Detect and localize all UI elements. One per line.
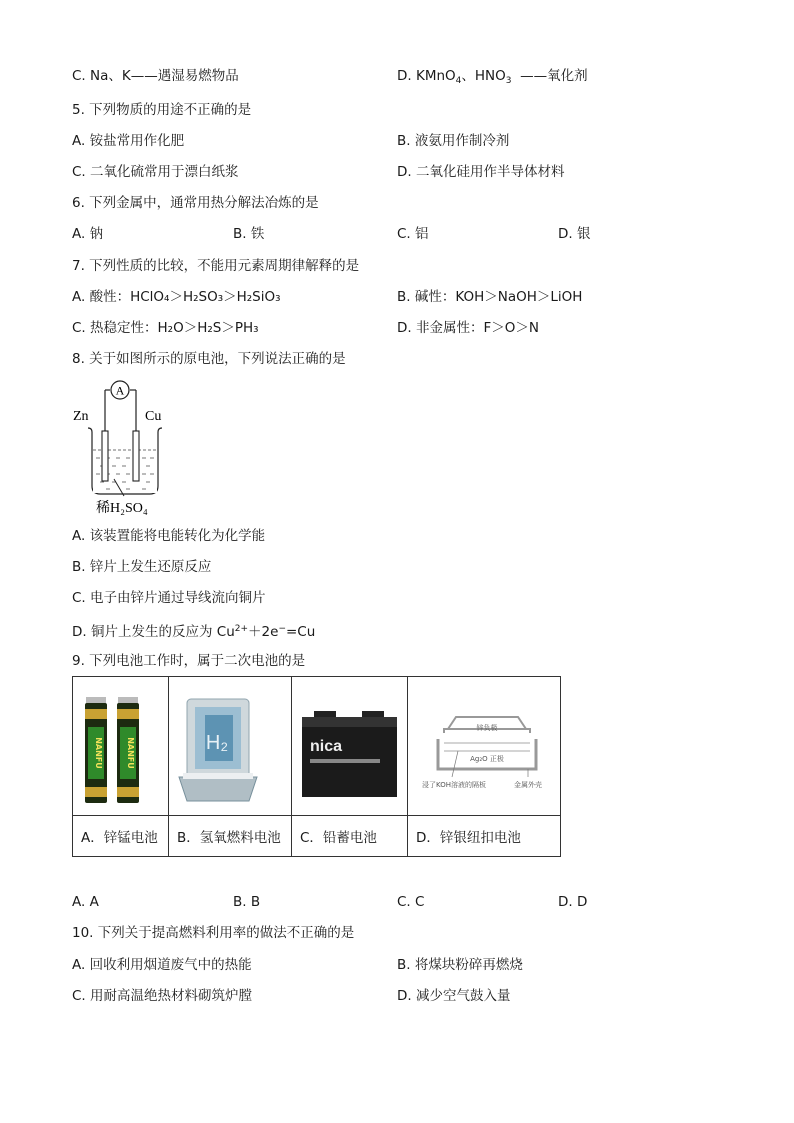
q9-option-a: A. A	[72, 894, 99, 910]
caption-a: A．锌锰电池	[73, 816, 169, 857]
q6-stem: 6. 下列金属中，通常用热分解法冶炼的是	[72, 195, 319, 211]
q9-option-b: B. B	[233, 894, 261, 910]
separator-label: 浸了KOH溶液的隔板	[422, 781, 486, 789]
q8-option-d	[72, 620, 315, 641]
img-cell-c	[292, 677, 408, 816]
q8-stem: 8. 关于如图所示的原电池，下列说法正确的是	[72, 351, 346, 367]
q7-stem: 7. 下列性质的比较，不能用元素周期律解释的是	[72, 258, 360, 274]
q4-option-d	[397, 67, 588, 90]
q9-option-d: D. D	[558, 894, 588, 910]
q7-option-b: B. 碱性：KOH＞NaOH＞LiOH	[397, 289, 583, 305]
solution-label: 稀H₂SO₄	[96, 501, 148, 516]
q5-option-b: B. 液氨用作制冷剂	[397, 133, 510, 149]
galvanic-cell-figure	[70, 376, 180, 520]
lead-acid-battery-image	[292, 677, 407, 811]
q7-option-c: C. 热稳定性：H₂O＞H₂S＞PH₃	[72, 320, 259, 336]
lead-battery-brand: nica	[310, 738, 343, 755]
q8-option-a: A. 该装置能将电能转化为化学能	[72, 528, 266, 544]
q6-option-c: C. 铝	[397, 226, 429, 242]
q9-option-c: C. C	[397, 894, 425, 910]
q8-d-sup: 2+	[234, 624, 249, 634]
ammeter-label: A	[115, 383, 125, 398]
q10-option-b: B. 将煤块粉碎再燃烧	[397, 957, 523, 973]
q6-option-b: B. 铁	[233, 226, 265, 242]
battery-brand-2: NANFU	[126, 737, 135, 769]
q6-option-a: A. 钠	[72, 226, 104, 242]
q4-d-sub2: 3	[505, 76, 512, 86]
q4-d-text2: 、HNO	[461, 68, 506, 84]
caption-c: C．铅蓄电池	[292, 816, 408, 857]
q4-d-text: D. KMnO	[397, 68, 456, 84]
q7-option-d: D. 非金属性：F＞O＞N	[397, 320, 539, 336]
q4-d-text3: ——氧化剂	[520, 68, 588, 84]
q4-d-sub: 4	[455, 76, 462, 86]
zinc-negative-label: 锌负极	[476, 724, 498, 732]
img-cell-a	[73, 677, 169, 816]
q8-d-text: D. 铜片上发生的反应为 Cu	[72, 624, 235, 640]
zinc-manganese-battery-image	[73, 677, 168, 811]
q10-option-a: A. 回收利用烟道废气中的热能	[72, 957, 252, 973]
q5-option-a: A. 铵盐常用作化肥	[72, 133, 185, 149]
caption-d: D．锌银纽扣电池	[408, 816, 561, 857]
q8-option-b: B. 锌片上发生还原反应	[72, 559, 212, 575]
q8-d-text2: ＋2e	[248, 624, 279, 640]
battery-brand-1: NANFU	[94, 737, 103, 769]
metal-shell-label: 金属外壳	[514, 781, 542, 789]
q5-option-d: D. 二氧化硅用作半导体材料	[397, 164, 565, 180]
zn-electrode	[102, 431, 108, 481]
battery-table	[72, 676, 561, 857]
cu-electrode	[133, 431, 139, 481]
h2-label: H₂	[205, 732, 229, 754]
zn-label: Zn	[73, 409, 89, 424]
q10-option-c: C. 用耐高温绝热材料砌筑炉膛	[72, 988, 253, 1004]
q8-d-sup2: −	[278, 624, 286, 634]
caption-b: B．氢氧燃料电池	[169, 816, 292, 857]
button-cell-diagram	[408, 677, 560, 811]
q6-option-d: D. 银	[558, 226, 591, 242]
q8-d-text3: =Cu	[286, 624, 316, 640]
q9-stem: 9. 下列电池工作时，属于二次电池的是	[72, 653, 306, 669]
q5-stem: 5. 下列物质的用途不正确的是	[72, 102, 252, 118]
q10-stem: 10. 下列关于提高燃料利用率的做法不正确的是	[72, 925, 355, 941]
img-cell-d	[408, 677, 561, 816]
q8-option-c: C. 电子由锌片通过导线流向铜片	[72, 590, 266, 606]
img-cell-b	[169, 677, 292, 816]
ag2o-positive-label: Ag₂O 正极	[470, 755, 504, 763]
fuel-cell-image	[169, 677, 291, 811]
q5-option-c: C. 二氧化硫常用于漂白纸浆	[72, 164, 239, 180]
q7-option-a: A. 酸性：HClO₄＞H₂SO₃＞H₂SiO₃	[72, 289, 281, 305]
q10-option-d: D. 减少空气鼓入量	[397, 988, 511, 1004]
q4-option-c: C. Na、K——遇湿易燃物品	[72, 68, 239, 84]
cu-label: Cu	[145, 409, 162, 424]
